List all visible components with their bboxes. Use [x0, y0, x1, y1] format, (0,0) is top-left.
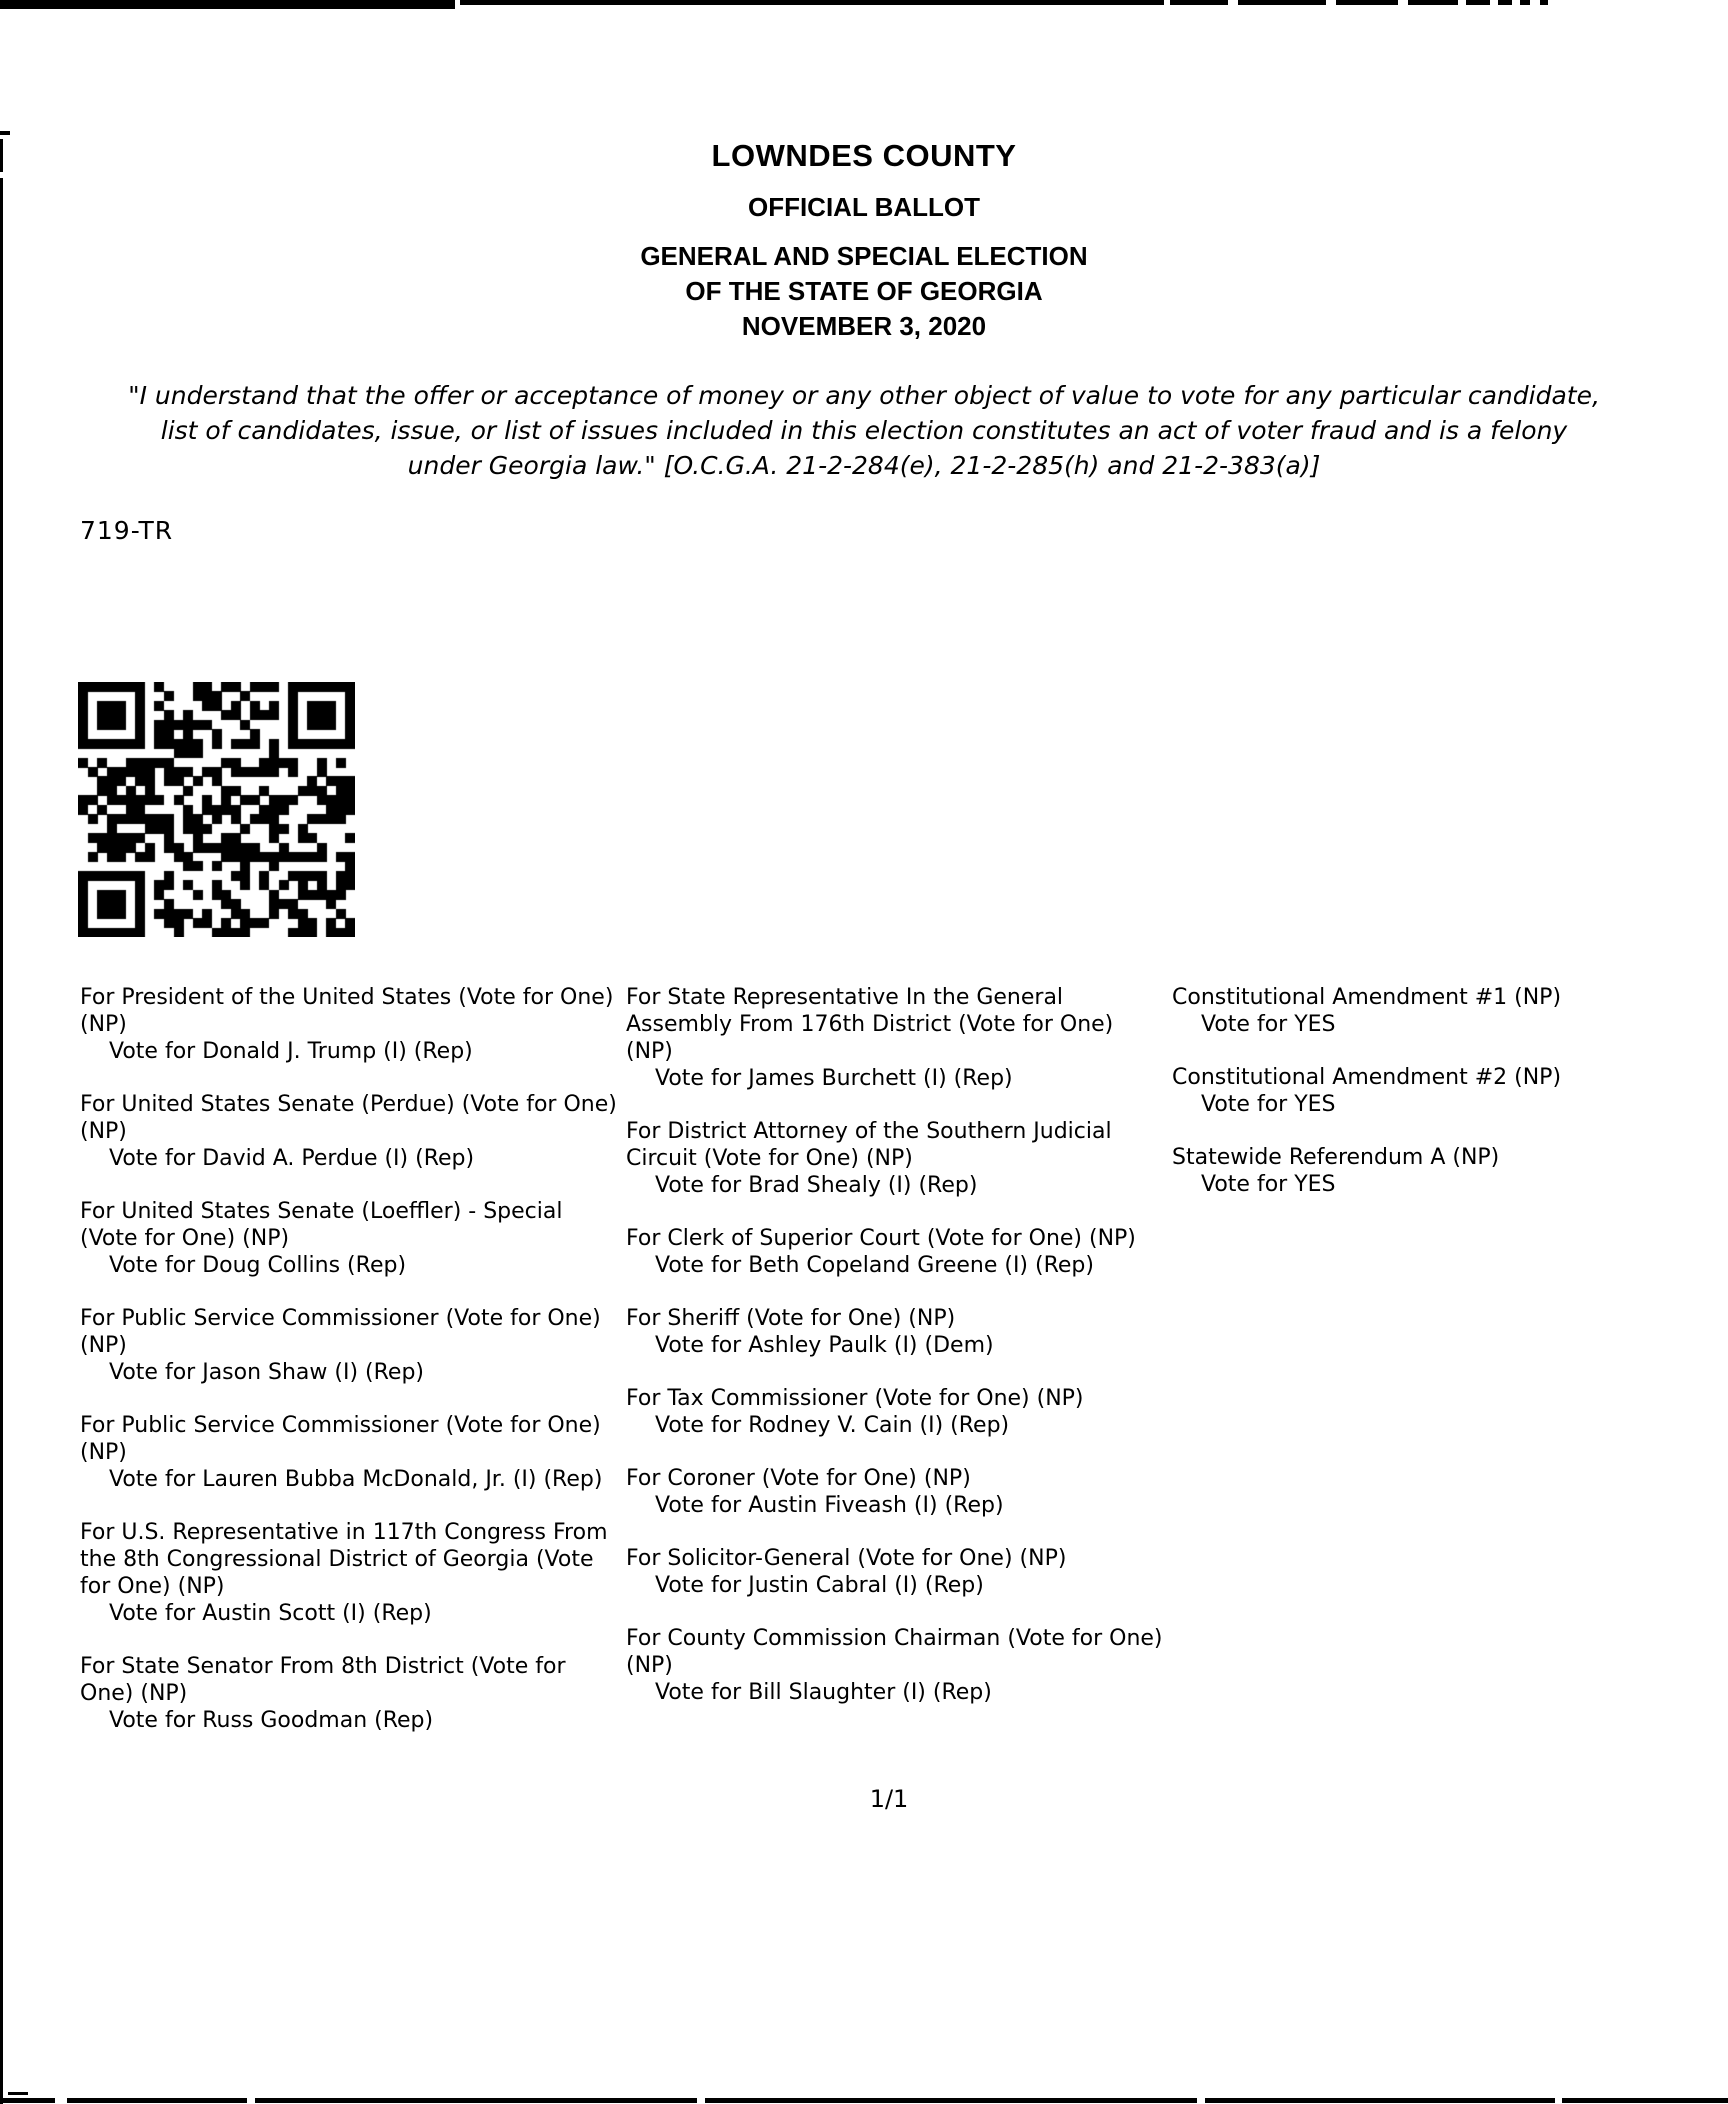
official-ballot-title: OFFICIAL BALLOT	[747, 192, 981, 222]
page-number: 1/1	[869, 1785, 909, 1813]
contest-title: For Coroner (Vote for One) (NP)	[626, 1466, 971, 1491]
contest-vote: Vote for David A. Perdue (I) (Rep)	[109, 1146, 475, 1171]
contest-title: For Tax Commissioner (Vote for One) (NP)	[626, 1386, 1084, 1411]
contest	[626, 984, 1163, 1092]
contest-title: For Public Service Commissioner (Vote for One) (NP)	[80, 1413, 601, 1465]
contest-vote: Vote for YES	[1201, 1012, 1336, 1037]
contest-vote: Vote for Doug Collins (Rep)	[109, 1253, 407, 1278]
contest	[626, 1545, 1163, 1599]
left-edge-dash	[0, 131, 10, 135]
contest-title: Constitutional Amendment #1 (NP)	[1172, 985, 1562, 1010]
top-edge-dash	[1408, 0, 1458, 5]
contest-vote: Vote for Lauren Bubba McDonald, Jr. (I) (Rep)	[109, 1467, 603, 1492]
contest	[626, 1465, 1163, 1519]
ballot-column-1	[80, 984, 617, 1760]
top-edge-dash	[1170, 0, 1228, 5]
voter-fraud-notice	[64, 378, 1664, 483]
left-edge-line	[0, 178, 3, 2104]
contest-title: For Clerk of Superior Court (Vote for One) (NP)	[626, 1226, 1136, 1251]
notice-line: "I understand that the offer or acceptance of money or any other object of value to vote for any particular candidate,	[128, 381, 1600, 410]
election-title	[64, 239, 1664, 344]
ballot-column-3	[1172, 984, 1672, 1224]
contest-title: Constitutional Amendment #2 (NP)	[1172, 1065, 1562, 1090]
qr-code	[78, 682, 355, 937]
contest-vote: Vote for Bill Slaughter (I) (Rep)	[655, 1680, 992, 1705]
contest-vote: Vote for Austin Fiveash (I) (Rep)	[655, 1493, 1004, 1518]
contest-title: For State Representative In the General Assembly From 176th District (Vote for One) (NP)	[626, 985, 1114, 1064]
contest	[80, 1519, 617, 1627]
contest	[626, 1385, 1163, 1439]
contest-title: For State Senator From 8th District (Vote for One) (NP)	[80, 1654, 566, 1706]
top-edge-dash	[1238, 0, 1326, 5]
contest-vote: Vote for Russ Goodman (Rep)	[109, 1708, 434, 1733]
contest	[80, 1198, 617, 1279]
contest	[1172, 984, 1672, 1038]
contest-vote: Vote for Jason Shaw (I) (Rep)	[109, 1360, 425, 1385]
contest-vote: Vote for Brad Shealy (I) (Rep)	[655, 1173, 978, 1198]
contest	[80, 984, 617, 1065]
contest-title: For Public Service Commissioner (Vote for One) (NP)	[80, 1306, 601, 1358]
contest	[80, 1412, 617, 1493]
left-edge-line	[0, 139, 3, 172]
top-edge-dash	[1498, 0, 1512, 5]
contest-title: For District Attorney of the Southern Judicial Circuit (Vote for One) (NP)	[626, 1119, 1112, 1171]
contest	[626, 1225, 1163, 1279]
contest-title: For United States Senate (Loeffler) - Special (Vote for One) (NP)	[80, 1199, 563, 1251]
election-date: NOVEMBER 3, 2020	[741, 311, 987, 341]
contest-title: For President of the United States (Vote for One) (NP)	[80, 985, 614, 1037]
contest-vote: Vote for Justin Cabral (I) (Rep)	[655, 1573, 984, 1598]
notice-line: under Georgia law." [O.C.G.A. 21-2-284(e), 21-2-285(h) and 21-2-383(a)]	[407, 451, 1321, 480]
top-edge-bar	[0, 0, 455, 9]
top-edge-line	[460, 0, 1164, 5]
contest-title: For U.S. Representative in 117th Congress From the 8th Congressional District of Georgia (Vote for One) (NP)	[80, 1520, 608, 1599]
election-name: GENERAL AND SPECIAL ELECTION	[640, 241, 1088, 271]
top-edge-dash	[1540, 0, 1548, 5]
contest-vote: Vote for Austin Scott (I) (Rep)	[109, 1601, 432, 1626]
top-edge-dash	[1336, 0, 1398, 5]
top-edge-dash	[1466, 0, 1490, 5]
ballot-style-code: 719-TR	[80, 516, 174, 545]
contest	[626, 1305, 1163, 1359]
bottom-edge-line	[0, 2098, 55, 2103]
contest	[626, 1118, 1163, 1199]
contest-vote: Vote for Ashley Paulk (I) (Dem)	[655, 1333, 994, 1358]
contest-title: Statewide Referendum A (NP)	[1172, 1145, 1500, 1170]
bottom-edge-line	[1562, 2098, 1728, 2103]
contest	[80, 1305, 617, 1386]
contest-vote: Vote for Donald J. Trump (I) (Rep)	[109, 1039, 473, 1064]
bottom-edge-dash	[8, 2092, 28, 2095]
contest-title: For Sheriff (Vote for One) (NP)	[626, 1306, 956, 1331]
contest-title: For Solicitor-General (Vote for One) (NP)	[626, 1546, 1067, 1571]
contest	[626, 1625, 1163, 1706]
contest-vote: Vote for Rodney V. Cain (I) (Rep)	[655, 1413, 1010, 1438]
contest-vote: Vote for YES	[1201, 1092, 1336, 1117]
bottom-edge-line	[705, 2098, 1197, 2103]
top-edge-dash	[1520, 0, 1530, 5]
bottom-edge-line	[67, 2098, 247, 2103]
contest	[1172, 1064, 1672, 1118]
contest-title: For County Commission Chairman (Vote for One) (NP)	[626, 1626, 1163, 1678]
notice-line: list of candidates, issue, or list of issues included in this election constitutes an act of voter fraud and is a felony	[160, 416, 1568, 445]
election-place: OF THE STATE OF GEORGIA	[685, 276, 1043, 306]
contest-title: For United States Senate (Perdue) (Vote for One) (NP)	[80, 1092, 617, 1144]
bottom-edge-line	[1205, 2098, 1555, 2103]
contest-vote: Vote for James Burchett (I) (Rep)	[655, 1066, 1013, 1091]
contest-vote: Vote for YES	[1201, 1172, 1336, 1197]
ballot-header	[64, 138, 1664, 344]
ballot-column-2	[626, 984, 1163, 1732]
contest	[80, 1653, 617, 1734]
contest	[80, 1091, 617, 1172]
county-title: LOWNDES COUNTY	[711, 138, 1017, 173]
contest	[1172, 1144, 1672, 1198]
bottom-edge-line	[255, 2098, 697, 2103]
contest-vote: Vote for Beth Copeland Greene (I) (Rep)	[655, 1253, 1094, 1278]
